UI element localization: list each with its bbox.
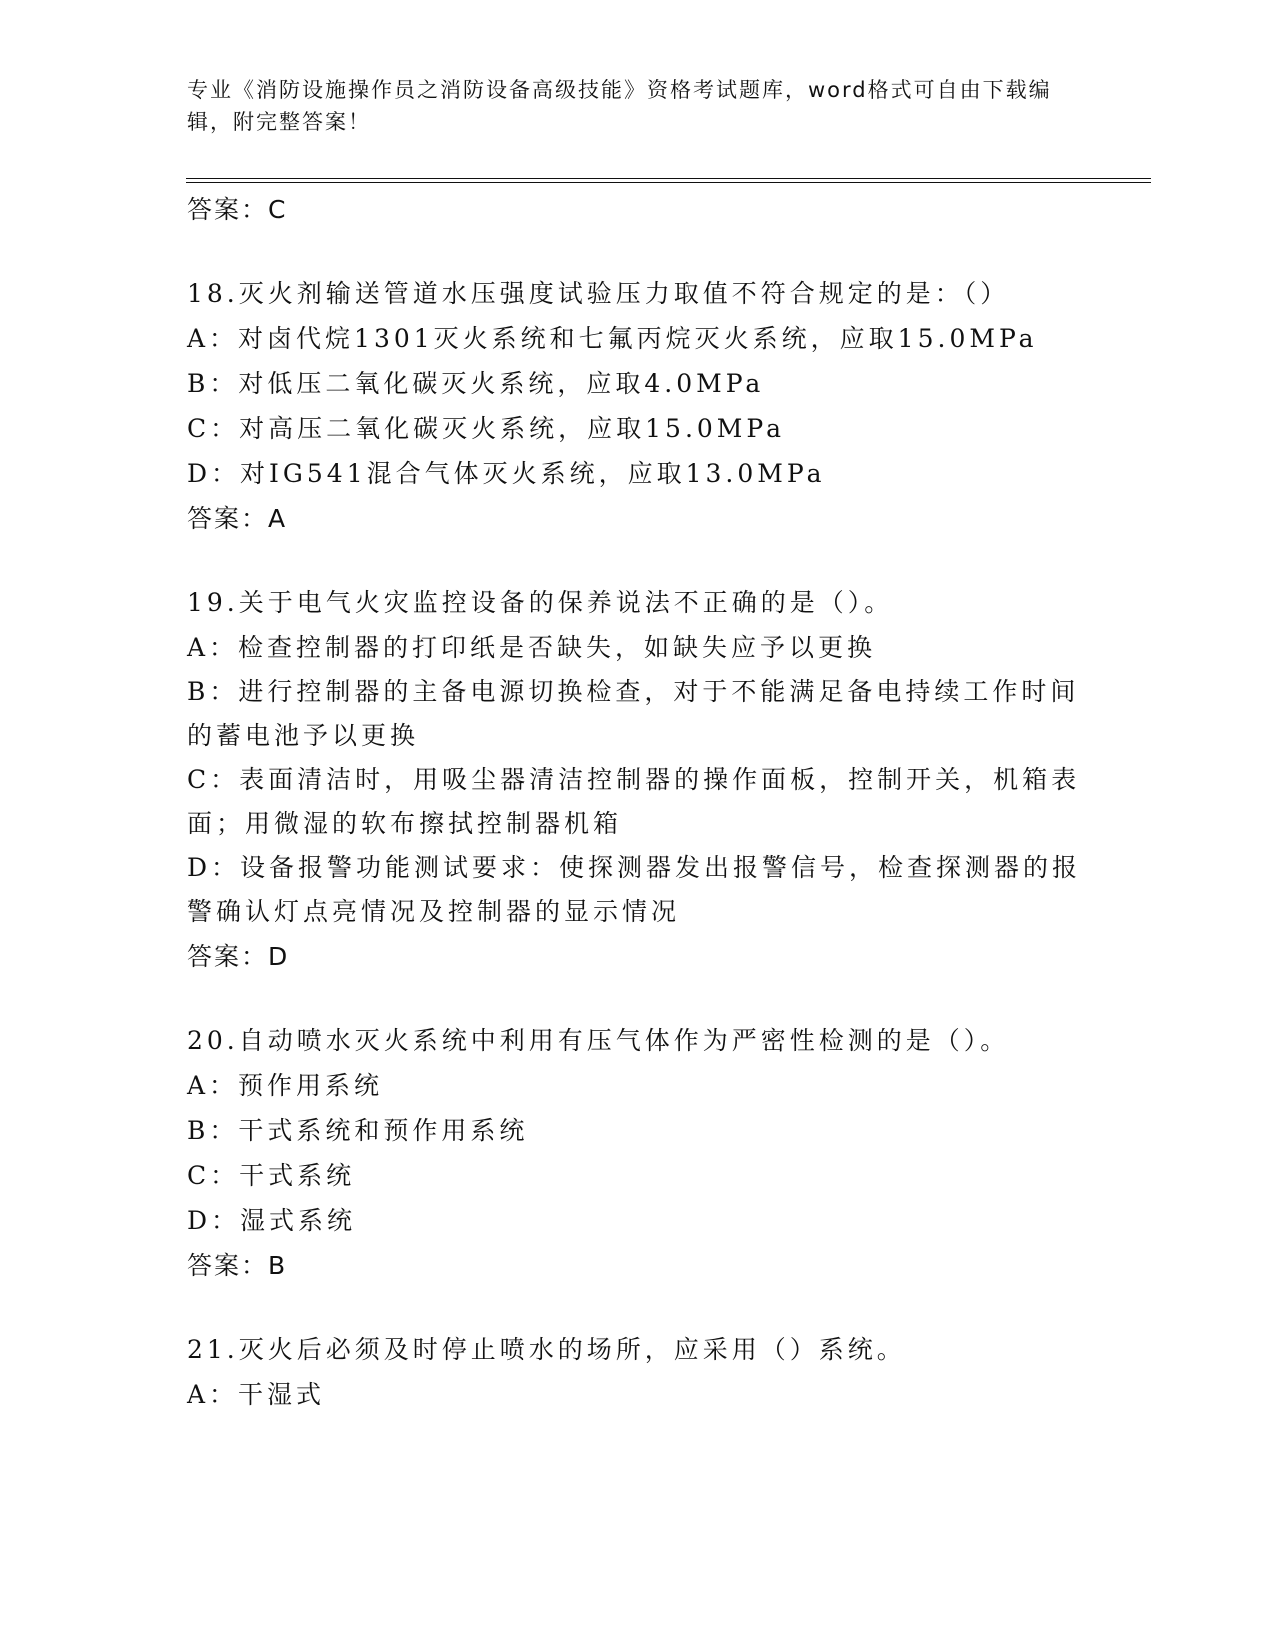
question-21	[187, 1327, 1087, 1417]
question-20	[187, 1018, 1087, 1289]
answer-line: 答案：C	[187, 195, 288, 224]
option-b: B：干式系统和预作用系统	[187, 1116, 529, 1145]
option-c: C：对高压二氧化碳灭火系统，应取15.0MPa	[187, 414, 785, 443]
question-18	[187, 271, 1087, 542]
question-text: 19.关于电气火灾监控设备的保养说法不正确的是（）。	[187, 588, 894, 617]
option-d: D：湿式系统	[187, 1206, 357, 1235]
document-header: 专业《消防设施操作员之消防设备高级技能》资格考试题库，word格式可自由下载编辑，附完整答案！	[187, 78, 1052, 134]
option-d: D：对IG541混合气体灭火系统，应取13.0MPa	[187, 459, 826, 488]
question-19	[187, 580, 1087, 980]
header-rule-bottom	[186, 182, 1151, 183]
option-c: C：表面清洁时，用吸尘器清洁控制器的操作面板，控制开关，机箱表面；用微湿的软布擦拭控制器机箱	[187, 765, 1081, 838]
option-a: A：干湿式	[187, 1380, 326, 1409]
answer-line: 答案：B	[187, 1251, 288, 1280]
option-a: A：预作用系统	[187, 1071, 384, 1100]
option-b: B：进行控制器的主备电源切换检查，对于不能满足备电持续工作时间的蓄电池予以更换	[187, 677, 1080, 750]
option-a: A：对卤代烷1301灭火系统和七氟丙烷灭火系统，应取15.0MPa	[187, 324, 1038, 353]
question-list	[187, 187, 1087, 1417]
question-text: 18.灭火剂输送管道水压强度试验压力取值不符合规定的是：（）	[187, 279, 1010, 308]
option-d: D：设备报警功能测试要求：使探测器发出报警信号，检查探测器的报警确认灯点亮情况及控制器的显示情况	[187, 853, 1082, 926]
answer-line: 答案：D	[187, 942, 290, 971]
option-a: A：检查控制器的打印纸是否缺失，如缺失应予以更换	[187, 633, 877, 662]
answer-line: 答案：A	[187, 504, 288, 533]
option-c: C：干式系统	[187, 1161, 356, 1190]
question-text: 21.灭火后必须及时停止喷水的场所，应采用（）系统。	[187, 1335, 906, 1364]
question-text: 20.自动喷水灭火系统中利用有压气体作为严密性检测的是（）。	[187, 1026, 1010, 1055]
option-b: B：对低压二氧化碳灭火系统，应取4.0MPa	[187, 369, 765, 398]
header-rule-top	[186, 178, 1151, 179]
